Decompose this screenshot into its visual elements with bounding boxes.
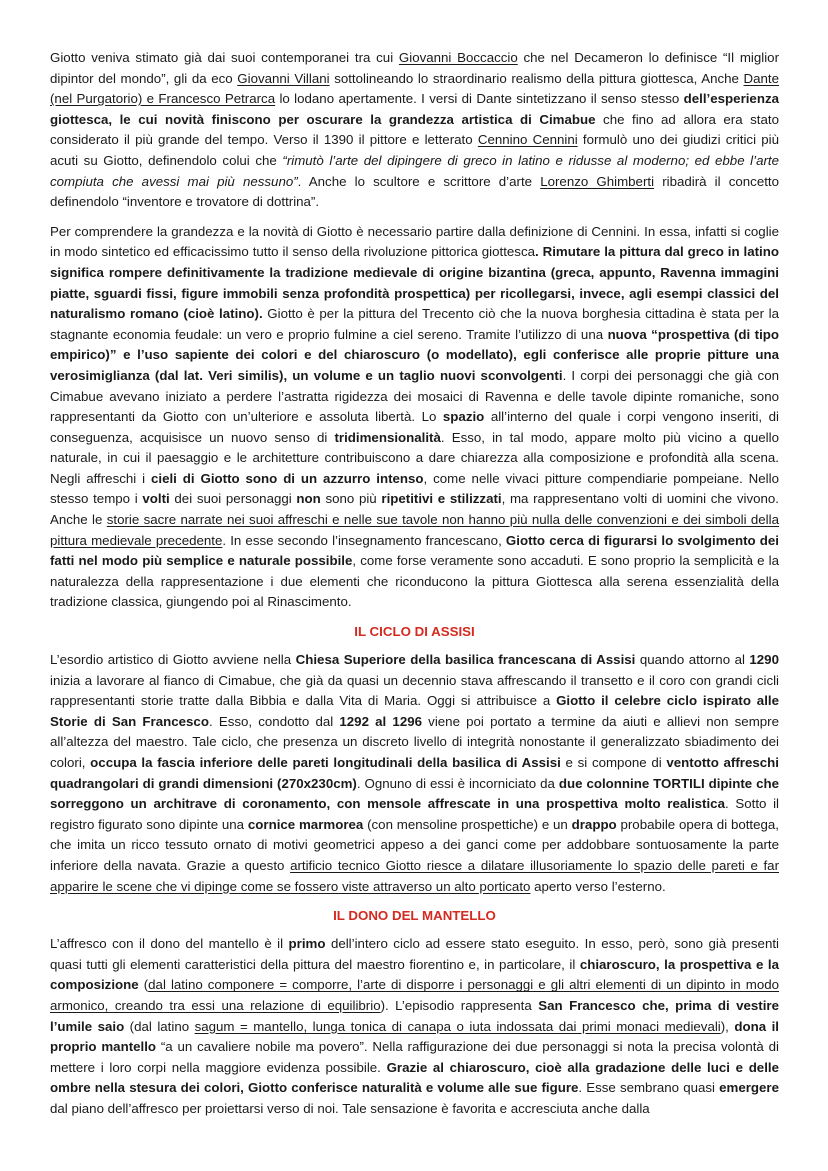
section-heading-assisi: IL CICLO DI ASSISI bbox=[354, 624, 475, 640]
cennini-quote: “rimutò l’arte del dipingere di greco in latino e ridusse al moderno; ed ebbe l’arte compiuta che avessi mai più nessuno” bbox=[50, 152, 779, 189]
link-cennini: Cennino Cennini bbox=[477, 132, 578, 148]
assisi-paragraph: L’esordio artistico di Giotto avviene nella Chiesa Superiore della basilica francescana di Assisi quando attorno al 1290 inizia a lavorare al fianco di Cimabue, che già da quasi un decennio stava affrescando il transetto e il coro con grandi cicli rappresentanti storie tratte dalla Bibbia e dalla Vita di Maria. Oggi si attribuisce a Giotto il celebre ciclo ispirato alle Storie di San Francesco. Esso, condotto dal 1292 al 1296 viene poi portato a termine da aiuti e allievi non sempre all’altezza del maestro. Tale ciclo, che presenza un discreto livello di integrità nonostante il generalizzato sbiadimento dei colori, occupa la fascia inferiore delle pareti longitudinali della basilica di Assisi e si compone di ventotto affreschi quadrangolari di grandi dimensioni (270x230cm). Ognuno di essi è incorniciato da due colonnine TORTILI dipinte che sorreggono un architrave di coronamento, con mensole affrescate in una prospettiva molto realistica. Sotto il registro figurato sono dipinte una cornice marmorea (con mensoline prospettiche) e un drappo probabile opera di bottega, che imita un ricco tessuto ornato di motivi geometrici appeso a dei ganci come per addobbare sontuosamente la parte inferiore della navata. Grazie a questo artificio tecnico Giotto riesce a dilatare illusoriamente lo spazio delle pareti e far apparire le scene che vi dipinge come se fossero viste attraverso un alto porticato aperto verso l’esterno. bbox=[50, 652, 780, 894]
link-boccaccio: Giovanni Boccaccio bbox=[398, 50, 518, 65]
link-ghimberti: Lorenzo Ghimberti bbox=[540, 173, 655, 189]
link-dante-petrarca: Dante (nel Purgatorio) e Francesco Petrarca bbox=[50, 70, 779, 107]
intro-paragraph-1: Giotto veniva stimato già dai suoi contemporanei tra cui Giovanni Boccaccio che nel Decameron lo definisce “Il miglior dipintor del mondo”, gli da eco Giovanni Villani sottolineando lo straordinario realismo della pittura giottesca, Anche Dante (nel Purgatorio) e Francesco Petrarca lo lodano apertamente. I versi di Dante sintetizzano il senso stesso dell’esperienza giottesca, le cui novità finiscono per oscurare la grandezza artistica di Cimabue che fino ad allora era stato considerato il più grande del tempo. Verso il 1390 il pittore e letterato Cennino Cennini formulò uno dei giudizi critici più acuti su Giotto, definendolo colui che “rimutò l’arte del dipingere di greco in latino e ridusse al moderno; ed ebbe l’arte compiuta che avessi mai più nessuno”. Anche lo scultore e scrittore d’arte Lorenzo Ghimberti ribadirà il concetto definendolo “inventore e trovatore di dottrina”. bbox=[50, 50, 779, 210]
intro-paragraph-2: Per comprendere la grandezza e la novità di Giotto è necessario partire dalla definizione di Cennini. In essa, infatti si coglie in modo sintetico ed efficacissimo tutto il senso della rivoluzione pittorica giottesca. Rimutare la pittura dal greco in latino significa rompere definitivamente la tradizione medievale di origine bizantina (greca, appunto, Ravenna immagini piatte, sguardi fissi, figure immobili senza profondità prospettica) per ricollegarsi, invece, agli esempi classici del naturalismo romano (cioè latino). Giotto è per la pittura del Trecento ciò che la nuova borghesia cittadina è stata per la stagnante economia feudale: un vero e proprio fulmine a ciel sereno. Tramite l’utilizzo di una nuova “prospettiva (di tipo empirico)” e l’uso sapiente dei colori e del chiaroscuro (o modellato), egli conferisce alle proprie pitture una verosimiglianza (dal lat. Veri similis), un volume e un taglio nuovi sconvolgenti. I corpi dei personaggi che già con Cimabue avevano iniziato a perdere l’astratta rigidezza dei mosaici di Ravenna e delle tavole dipinte romaniche, sono rappresentanti da Giotto con un’ulteriore e assoluta libertà. Lo spazio all’interno del quale i corpi vengono inseriti, di conseguenza, acquisisce un nuovo senso di tridimensionalità. Esso, in tal modo, appare molto più vicino a quello naturale, in cui il paesaggio e le architetture contribuiscono a dare chiarezza alla composizione e profondità alla scena. Negli affreschi i cieli di Giotto sono di un azzurro intenso, come nelle vivaci pitture compendiarie pompeiane. Nello stesso tempo i volti dei suoi personaggi non sono più ripetitivi e stilizzati, ma rappresentano volti di uomini che vivono. Anche le storie sacre narrate nei suoi affreschi e nelle sue tavole non hanno più nulla delle convenzioni e dei simboli della pittura medievale precedente. In esse secondo l’insegnamento francescano, Giotto cerca di figurarsi lo svolgimento dei fatti nel modo più semplice e naturale possibile, come forse veramente sono accaduti. E sono proprio la semplicità e la naturalezza della rappresentazione i due elementi che riconducono la pittura Giottesca alla serena essenzialità della tradizione classica, giungendo poi al Rinascimento. bbox=[50, 223, 780, 610]
link-villani: Giovanni Villani bbox=[237, 70, 330, 86]
section-heading-mantello: IL DONO DEL MANTELLO bbox=[333, 908, 496, 924]
mantello-paragraph: L’affresco con il dono del mantello è il primo dell’intero ciclo ad essere stato eseguito. In esso, però, sono già presenti quasi tutti gli elementi caratteristici della pittura del maestro fiorentino e, in particolare, il chiaroscuro, la prospettiva e la composizione (dal latino componere = comporre, l’arte di disporre i personaggi e gli altri elementi di un dipinto in modo armonico, creando tra essi una relazione di equilibrio). L’episodio rappresenta San Francesco che, prima di vestire l’umile saio (dal latino sagum = mantello, lunga tonica di canapa o iuta indossata dai primi monaci medievali), dona il proprio mantello “a un cavaliere nobile ma povero”. Nella raffigurazione dei due personaggi si nota la precisa volontà di mettere i loro corpi nella maggiore evidenza possibile. Grazie al chiaroscuro, cioè alla gradazione delle luci e delle ombre nella stesura dei colori, Giotto conferisce naturalità e volume alle sue figure. Esse sembrano quasi emergere dal piano dell’affresco per proiettarsi verso di noi. Tale sensazione è favorita e accresciuta anche dalla bbox=[50, 936, 780, 1116]
